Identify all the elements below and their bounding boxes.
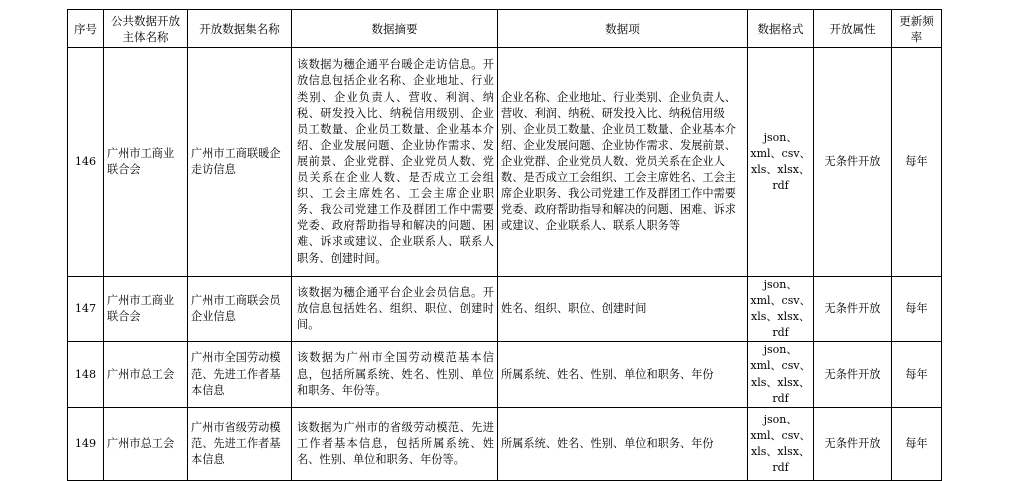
row-items: 所属系统、姓名、性别、单位和职务、年份 <box>498 342 748 407</box>
header-format: 数据格式 <box>748 10 814 48</box>
row-freq: 每年 <box>892 48 942 277</box>
row-dataset: 广州市全国劳动模范、先进工作者基本信息 <box>188 342 292 407</box>
row-summary: 该数据为广州市全国劳动模范基本信息，包括所属系统、姓名、性别、单位和职务、年份等。 <box>292 342 498 407</box>
row-entity: 广州市工商业联合会 <box>104 277 188 342</box>
header-no: 序号 <box>68 10 104 48</box>
row-format: json、xml、csv、xls、xlsx、rdf <box>748 407 814 480</box>
row-summary: 该数据为穗企通平台企业会员信息。开放信息包括姓名、组织、职位、创建时间。 <box>292 277 498 342</box>
table-row <box>68 342 942 407</box>
row-entity: 广州市工商业联合会 <box>104 48 188 277</box>
row-no: 148 <box>68 342 104 407</box>
header-dataset: 开放数据集名称 <box>188 10 292 48</box>
row-format: json、xml、csv、xls、xlsx、rdf <box>748 48 814 277</box>
row-items: 姓名、组织、职位、创建时间 <box>498 277 748 342</box>
row-items: 所属系统、姓名、性别、单位和职务、年份 <box>498 407 748 480</box>
row-summary: 该数据为穗企通平台暖企走访信息。开放信息包括企业名称、企业地址、行业类别、企业负责人、营收、利润、纳税、研发投入比、纳税信用级别、企业员工数量、企业员工数量、企业基本介绍、企业发展问题、企业协作需求、发展前景、企业党群、企业党员人数、党员关系在企业人数、是否成立工会组织、工会主席姓名、工会主席企业职务、我公司党建工作及群团工作中需要党委、政府帮助指导和解决的问题、困难、诉求或建议、企业联系人、联系人职务、创建时间。 <box>292 48 498 277</box>
row-entity: 广州市总工会 <box>104 407 188 480</box>
row-dataset: 广州市工商联会员企业信息 <box>188 277 292 342</box>
row-attr: 无条件开放 <box>814 48 892 277</box>
row-items: 企业名称、企业地址、行业类别、企业负责人、营收、利润、纳税、研发投入比、纳税信用级别、企业员工数量、企业员工数量、企业基本介绍、企业发展问题、企业协作需求、发展前景、企业党群、企业党员人数、党员关系在企业人数、是否成立工会组织、工会主席姓名、工会主席企业职务、我公司党建工作及群团工作中需要党委、政府帮助指导和解决的问题、困难、诉求或建议、企业联系人、联系人职务等 <box>498 48 748 277</box>
row-freq: 每年 <box>892 407 942 480</box>
header-summary: 数据摘要 <box>292 10 498 48</box>
data-catalog-table <box>67 9 942 481</box>
table-row <box>68 277 942 342</box>
row-dataset: 广州市省级劳动模范、先进工作者基本信息 <box>188 407 292 480</box>
row-entity: 广州市总工会 <box>104 342 188 407</box>
header-row <box>68 10 942 48</box>
table-row <box>68 48 942 277</box>
row-attr: 无条件开放 <box>814 342 892 407</box>
header-attr: 开放属性 <box>814 10 892 48</box>
row-no: 149 <box>68 407 104 480</box>
row-no: 147 <box>68 277 104 342</box>
header-freq: 更新频率 <box>892 10 942 48</box>
row-format: json、xml、csv、xls、xlsx、rdf <box>748 277 814 342</box>
row-attr: 无条件开放 <box>814 407 892 480</box>
row-dataset: 广州市工商联暖企走访信息 <box>188 48 292 277</box>
header-entity: 公共数据开放主体名称 <box>104 10 188 48</box>
row-summary: 该数据为广州市的省级劳动模范、先进工作者基本信息，包括所属系统、姓名、性别、单位和职务、年份等。 <box>292 407 498 480</box>
header-items: 数据项 <box>498 10 748 48</box>
row-format: json、xml、csv、xls、xlsx、rdf <box>748 342 814 407</box>
row-attr: 无条件开放 <box>814 277 892 342</box>
row-freq: 每年 <box>892 277 942 342</box>
row-freq: 每年 <box>892 342 942 407</box>
row-no: 146 <box>68 48 104 277</box>
table-row <box>68 407 942 480</box>
